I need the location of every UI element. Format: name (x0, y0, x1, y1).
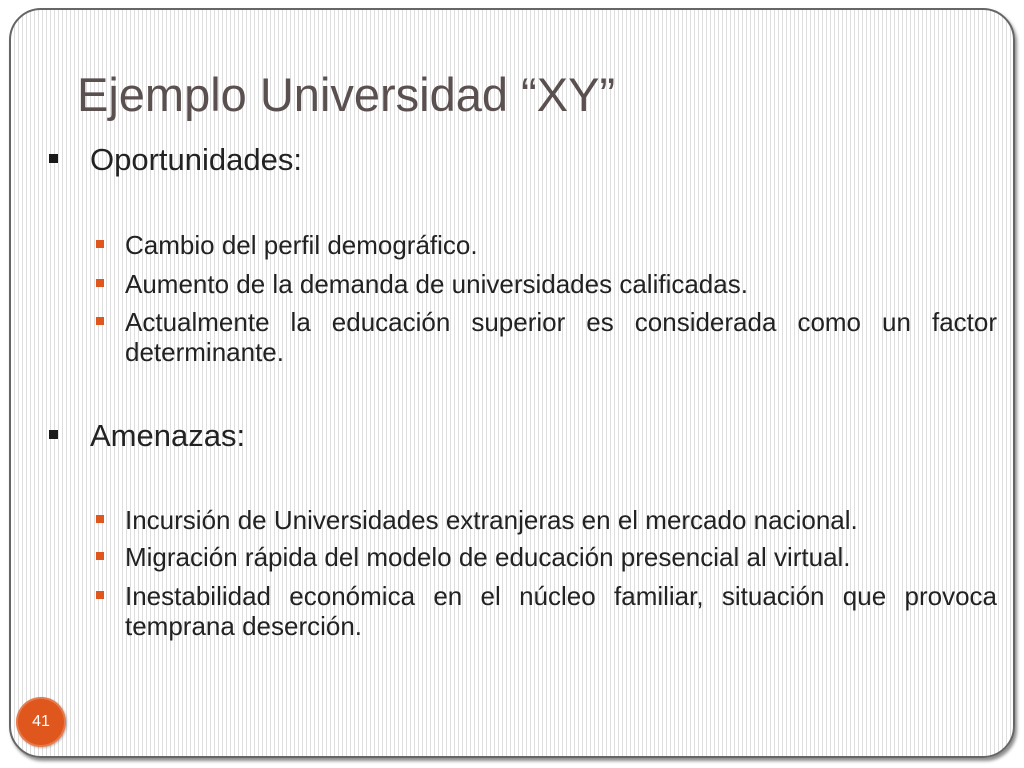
orange-square-bullet-icon (96, 591, 104, 599)
threats-heading (0, 418, 420, 454)
list-item (96, 581, 997, 641)
list-item (96, 269, 997, 299)
section-heading-label: Oportunidades: (90, 142, 302, 177)
black-square-bullet-icon (49, 154, 58, 163)
list-item-text: Migración rápida del modelo de educación presencial al virtual. (125, 542, 851, 572)
orange-square-bullet-icon (96, 240, 104, 248)
list-item-text: Actualmente la educación superior es considerada como un factor determinante. (125, 307, 997, 367)
list-item-text: Inestabilidad económica en el núcleo familiar, situación que provoca temprana deserción. (125, 581, 997, 641)
slide-title: Ejemplo Universidad “XY” (77, 68, 616, 121)
list-item (96, 230, 997, 260)
page-number-badge: 41 (16, 697, 66, 747)
list-item-text: Incursión de Universidades extranjeras en el mercado nacional. (125, 505, 858, 535)
orange-square-bullet-icon (96, 279, 104, 287)
orange-square-bullet-icon (96, 552, 104, 560)
section-heading-label: Amenazas: (90, 418, 246, 453)
list-item (96, 542, 997, 572)
list-item (96, 307, 997, 367)
orange-square-bullet-icon (96, 317, 104, 325)
opportunities-heading (0, 142, 420, 178)
list-item (96, 505, 997, 535)
list-item-text: Cambio del perfil demográfico. (125, 230, 478, 260)
black-square-bullet-icon (49, 430, 58, 439)
orange-square-bullet-icon (96, 515, 104, 523)
list-item-text: Aumento de la demanda de universidades calificadas. (125, 269, 748, 299)
